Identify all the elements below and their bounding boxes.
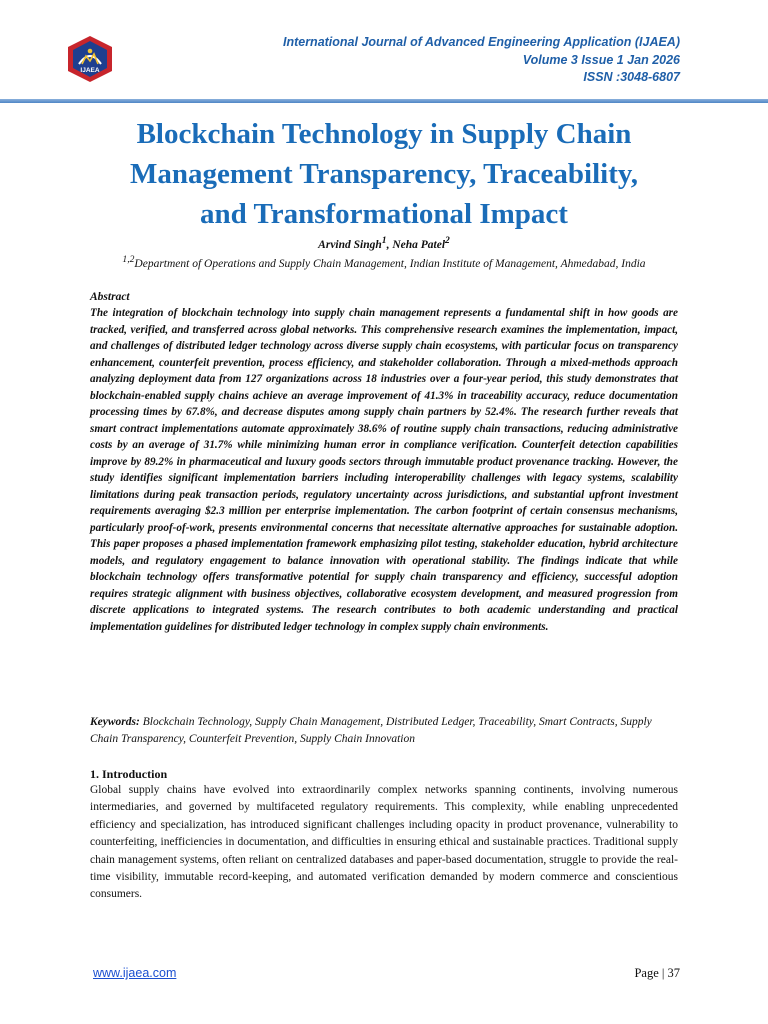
keywords <box>90 714 678 748</box>
journal-issn: ISSN :3048-6807 <box>583 70 680 84</box>
affiliation-superscript: 1,2 <box>122 254 135 265</box>
author-separator: , <box>386 238 393 251</box>
header-divider <box>0 99 768 103</box>
journal-name: International Journal of Advanced Engineering Application (IJAEA) <box>282 35 680 49</box>
title-line-1: Blockchain Technology in Supply Chain <box>136 118 632 150</box>
affiliation-text: Department of Operations and Supply Chain Management, Indian Institute of Management, Ahmedabad, India <box>134 257 646 270</box>
page-number: Page | 37 <box>634 966 680 980</box>
abstract-heading: Abstract <box>90 291 130 303</box>
journal-volume: Volume 3 Issue 1 Jan 2026 <box>522 52 680 67</box>
journal-logo <box>64 34 116 84</box>
keywords-label: Keywords: <box>90 716 140 728</box>
title-line-3: and Transformational Impact <box>200 198 568 230</box>
title-line-2: Management Transparency, Traceability, <box>129 158 639 190</box>
author-superscript: 2 <box>445 235 450 246</box>
author-name: Neha Patel <box>392 238 446 251</box>
author-superscript: 1 <box>381 235 387 246</box>
section-heading: 1. Introduction <box>90 767 168 781</box>
author-name: Arvind Singh <box>318 238 382 251</box>
abstract-text: The integration of blockchain technology into supply chain management represents a fundamental shift in how goods are tracked, verified, and transferred across global networks. This comprehensive research examines the implementation, impact, and challenges of distributed ledger technology across diverse supply chain ecosystems, with particular focus on transparency enhancement, counterfeit prevention, process efficiency, and stakeholder collaboration. Through a mixed-methods approach analyzing deployment data from 127 organizations across 18 industries over a four-year period, this study demonstrates that blockchain-enabled supply chains achieve an average improvement of 41.3% in traceability accuracy, reduce documentation processing times by 67.8%, and decrease disputes among supply chain partners by 52.4%. The research further reveals that smart contract implementations automate approximately 38.6% of routine supply chain transactions, reducing administrative costs by an average of 31.7% while minimizing human error in compliance verification. Counterfeit detection capabilities improve by 89.2% in pharmaceutical and luxury goods sectors through immutable product provenance tracking. However, the study identifies significant implementation barriers including interoperability challenges with legacy systems, scalability limitations during peak transaction periods, regulatory uncertainty across jurisdictions, and substantial upfront investment requirements averaging $2.3 million per enterprise implementation. The carbon footprint of certain consensus mechanisms, particularly proof-of-work, presents environmental concerns that necessitate alternative approaches for sustainable adoption. This paper proposes a phased implementation framework emphasizing pilot testing, stakeholder education, hybrid architecture models, and regulatory engagement to balance innovation with operational stability. The findings indicate that while blockchain technology offers transformative potential for supply chain transparency and efficiency, successful adoption requires strategic alignment with business objectives, collaborative ecosystem development, and measured progression from discrete applications to integrated systems. The research contributes to both academic understanding and practical implementation guidelines for distributed ledger technology in complex supply chain environments. <box>90 307 678 633</box>
keywords-list: Blockchain Technology, Supply Chain Management, Distributed Ledger, Traceability, Smart Contracts, Supply Chain Transparency, Counterfeit Prevention, Supply Chain Innovation <box>90 716 652 745</box>
paper-title <box>60 114 708 234</box>
author-list <box>0 233 768 253</box>
affiliation <box>0 252 768 272</box>
introduction-text: Global supply chains have evolved into extraordinarily complex networks spanning continents, involving numerous intermediaries, and governed by multifaceted regulatory requirements. This complexity, while enabling unprecedented efficiency and specialization, has introduced significant challenges including opacity in product provenance, vulnerability to counterfeiting, inefficiencies in documentation, and difficulties in ensuring ethical and sustainable practices. Traditional supply chain management systems, often reliant on centralized databases and paper-based documentation, struggle to provide the real-time visibility, immutable record-keeping, and automated verification demanded by modern commerce and conscientious consumers. <box>90 784 678 901</box>
journal-info <box>283 34 680 87</box>
page-header <box>0 0 768 110</box>
website-link[interactable]: www.ijaea.com <box>93 966 177 980</box>
logo-text: IJAEA <box>80 67 100 74</box>
